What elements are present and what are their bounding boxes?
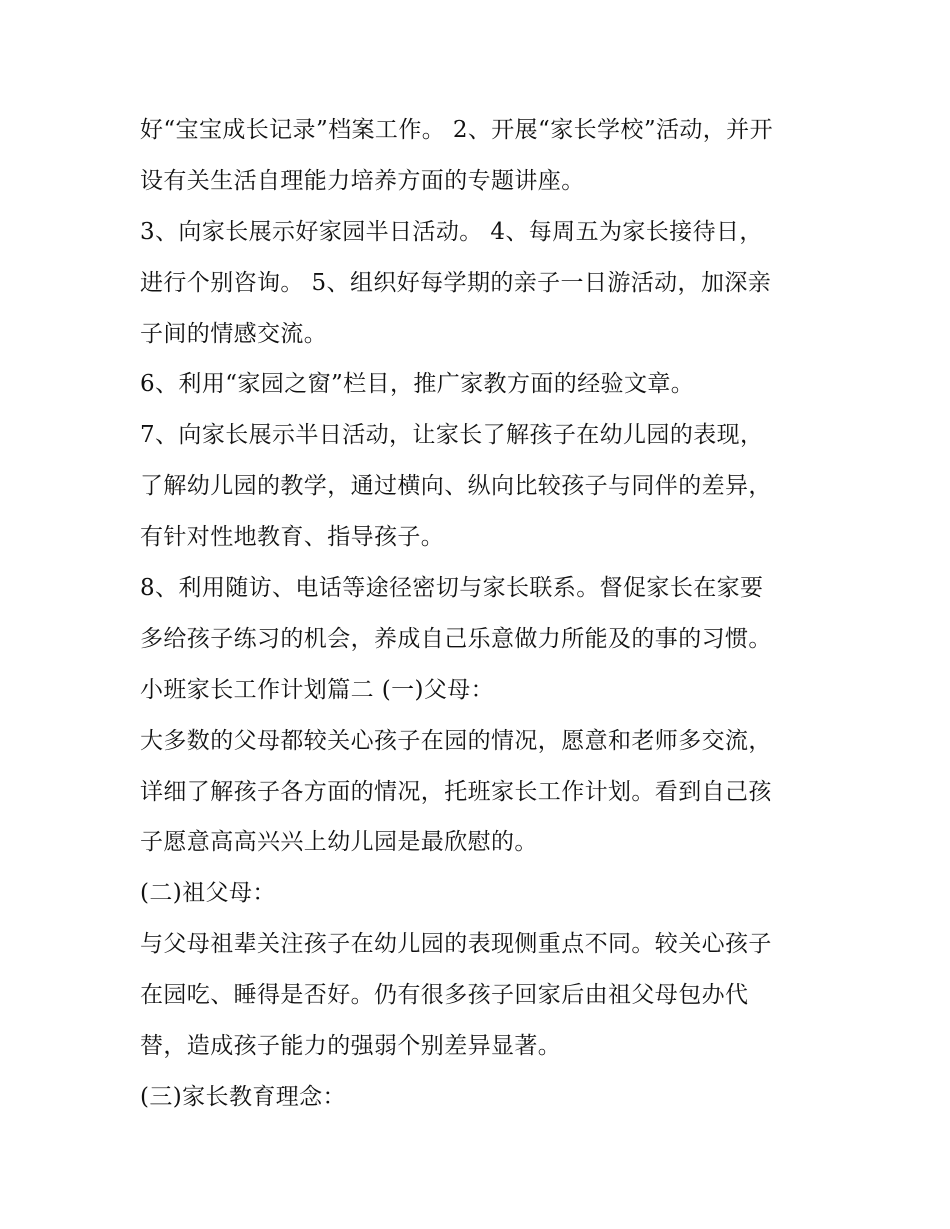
- text-line: 6、利用“家园之窗”栏目，推广家教方面的经验文章。: [140, 371, 695, 398]
- text-line: 子愿意高高兴兴上幼儿园是最欣慰的。: [140, 829, 538, 856]
- text-line: 大多数的父母都较关心孩子在园的情况，愿意和老师多交流，: [140, 727, 772, 754]
- text-line: 3、向家长展示好家园半日活动。 4、每周五为家长接待日，: [140, 218, 763, 245]
- text-line: 与父母祖辈关注孩子在幼儿园的表现侧重点不同。较关心孩子: [140, 931, 772, 958]
- section-heading: 小班家长工作计划篇二 (一)父母：: [140, 676, 495, 703]
- text-line: 了解幼儿园的教学，通过横向、纵向比较孩子与同伴的差异，: [140, 473, 772, 500]
- text-line: 好“宝宝成长记录”档案工作。 2、开展“家长学校”活动，并开: [140, 117, 773, 143]
- text-line: 子间的情感交流。: [140, 320, 328, 347]
- section-heading: (二)祖父母：: [140, 880, 276, 907]
- text-line: 7、向家长展示半日活动，让家长了解孩子在幼儿园的表现，: [140, 422, 764, 449]
- text-line: 进行个别咨询。 5、组织好每学期的亲子一日游活动，加深亲: [140, 269, 772, 296]
- text-line: 替，造成孩子能力的强弱个别差异显著。: [140, 1033, 562, 1060]
- text-line: 设有关生活自理能力培养方面的专题讲座。: [140, 167, 585, 194]
- text-line: 在园吃、睡得是否好。仍有很多孩子回家后由祖父母包办代: [140, 982, 749, 1009]
- text-line: 详细了解孩子各方面的情况，托班家长工作计划。看到自己孩: [140, 778, 772, 805]
- document-page: [140, 105, 820, 1123]
- text-line: 8、利用随访、电话等途径密切与家长联系。督促家长在家要: [140, 575, 764, 602]
- section-heading: (三)家长教育理念：: [140, 1083, 346, 1110]
- text-line: 有针对性地教育、指导孩子。: [140, 524, 445, 551]
- text-line: 多给孩子练习的机会，养成自己乐意做力所能及的事的习惯。: [140, 625, 772, 652]
